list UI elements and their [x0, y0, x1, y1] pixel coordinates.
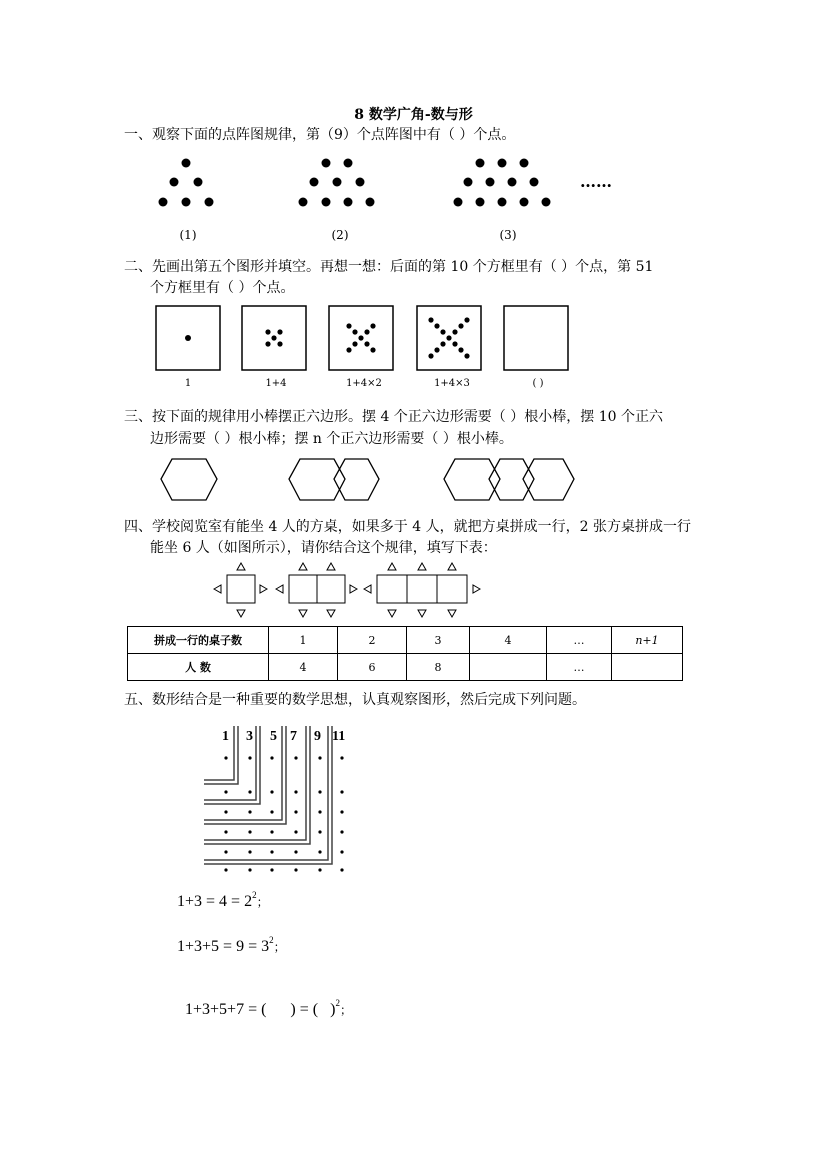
- dot-pattern-3: [454, 159, 551, 207]
- q5-equation-2: [177, 935, 286, 956]
- q4-line1: 四、学校阅览室有能坐 4 人的方桌，如果多于 4 人，就把方桌拼成一行，2 张方桌拼成一行: [124, 519, 691, 535]
- q2-label-1: 1: [184, 378, 192, 389]
- equation-exponent: 2: [335, 998, 340, 1008]
- q1-dot-patterns: [150, 150, 630, 215]
- q1-label-3: (3): [499, 228, 517, 242]
- equation-exponent: 2: [269, 935, 274, 945]
- table-cell-header: 拼成一行的桌子数: [128, 627, 269, 654]
- grid-bracket-lines: [204, 726, 332, 864]
- q5-odd-number-grid: [202, 718, 352, 878]
- hexagon-2a: [289, 459, 345, 500]
- hexagon-2b: [334, 459, 379, 500]
- table-cell: 4: [269, 654, 338, 681]
- equation-left: 1+3+5+7 = ( ) = ( ): [185, 1001, 336, 1018]
- page-title: 8 数学广角-数与形: [354, 107, 473, 123]
- table-2a: [289, 575, 317, 603]
- grid-number-7: 7: [290, 729, 297, 744]
- hexagon-1: [161, 459, 217, 500]
- equation-left: 1+3+5 = 9 = 3: [177, 938, 270, 955]
- q5-equation-1: [177, 890, 269, 911]
- q1-label-1: (1): [179, 228, 197, 242]
- dot-pattern-2: [299, 159, 375, 207]
- table-2b: [317, 575, 345, 603]
- q2-line2: 个方框里有（ ）个点。: [150, 280, 295, 296]
- table-row: [128, 654, 683, 681]
- table-cell: 8: [407, 654, 470, 681]
- q2-line1: 二、先画出第五个图形并填空。再想一想：后面的第 10 个方框里有（ ）个点，第 51: [124, 259, 654, 275]
- equation-end: ；: [256, 895, 269, 909]
- box-5-empty: [504, 306, 568, 370]
- hexagon-3b: [489, 459, 534, 500]
- q5-text: 五、数形结合是一种重要的数学思想，认真观察图形，然后完成下列问题。: [124, 692, 586, 708]
- q2-label-3: 1+4×2: [346, 378, 382, 389]
- q3-line2: 边形需要（ ）根小棒；摆 n 个正六边形需要（ ）根小棒。: [150, 431, 513, 447]
- table-cell-empty[interactable]: [612, 654, 683, 681]
- table-3b: [407, 575, 437, 603]
- grid-number-3: 3: [246, 729, 253, 744]
- q4-table-figures: [210, 560, 500, 620]
- table-cell: 6: [338, 654, 407, 681]
- table-cell-header: 人 数: [128, 654, 269, 681]
- q3-hexagon-figures: [160, 452, 590, 507]
- hexagon-3a: [444, 459, 500, 500]
- table-1: [227, 575, 255, 603]
- hexagon-3c: [523, 459, 574, 500]
- table-row: [128, 627, 683, 654]
- table-cell: 2: [338, 627, 407, 654]
- table-3c: [437, 575, 467, 603]
- table-cell: …: [547, 627, 612, 654]
- q2-label-5: ( ): [532, 378, 544, 389]
- q1-ellipsis: ……: [580, 172, 612, 191]
- q1-text: 一、观察下面的点阵图规律，第（9）个点阵图中有（ ）个点。: [124, 127, 516, 143]
- q3-line1: 三、按下面的规律用小棒摆正六边形。摆 4 个正六边形需要（ ）根小棒，摆 10 个正六: [124, 409, 663, 425]
- q2-label-2: 1+4: [265, 378, 287, 389]
- equation-end: ；: [273, 940, 286, 954]
- q4-line2: 能坐 6 人（如图所示），请你结合这个规律，填写下表：: [150, 540, 497, 556]
- equation-exponent: 2: [252, 890, 257, 900]
- table-cell: n+1: [612, 627, 683, 654]
- q2-label-4: 1+4×3: [434, 378, 470, 389]
- table-cell: 4: [470, 627, 547, 654]
- grid-number-5: 5: [270, 729, 277, 744]
- grid-dots: [224, 756, 343, 871]
- q5-equation-3: [177, 980, 352, 1019]
- equation-left: 1+3 = 4 = 2: [177, 893, 253, 910]
- q1-label-2: (2): [331, 228, 349, 242]
- equation-end: ；: [339, 1003, 352, 1017]
- dot-pattern-1: [159, 159, 214, 207]
- grid-number-9: 9: [314, 729, 321, 744]
- table-cell-empty[interactable]: [470, 654, 547, 681]
- table-cell: 3: [407, 627, 470, 654]
- table-cell: …: [547, 654, 612, 681]
- table-3a: [377, 575, 407, 603]
- grid-number-11: 11: [332, 729, 346, 744]
- grid-number-1: 1: [222, 729, 229, 744]
- q4-table: [127, 626, 683, 681]
- q2-box-figures: [150, 300, 580, 380]
- table-cell: 1: [269, 627, 338, 654]
